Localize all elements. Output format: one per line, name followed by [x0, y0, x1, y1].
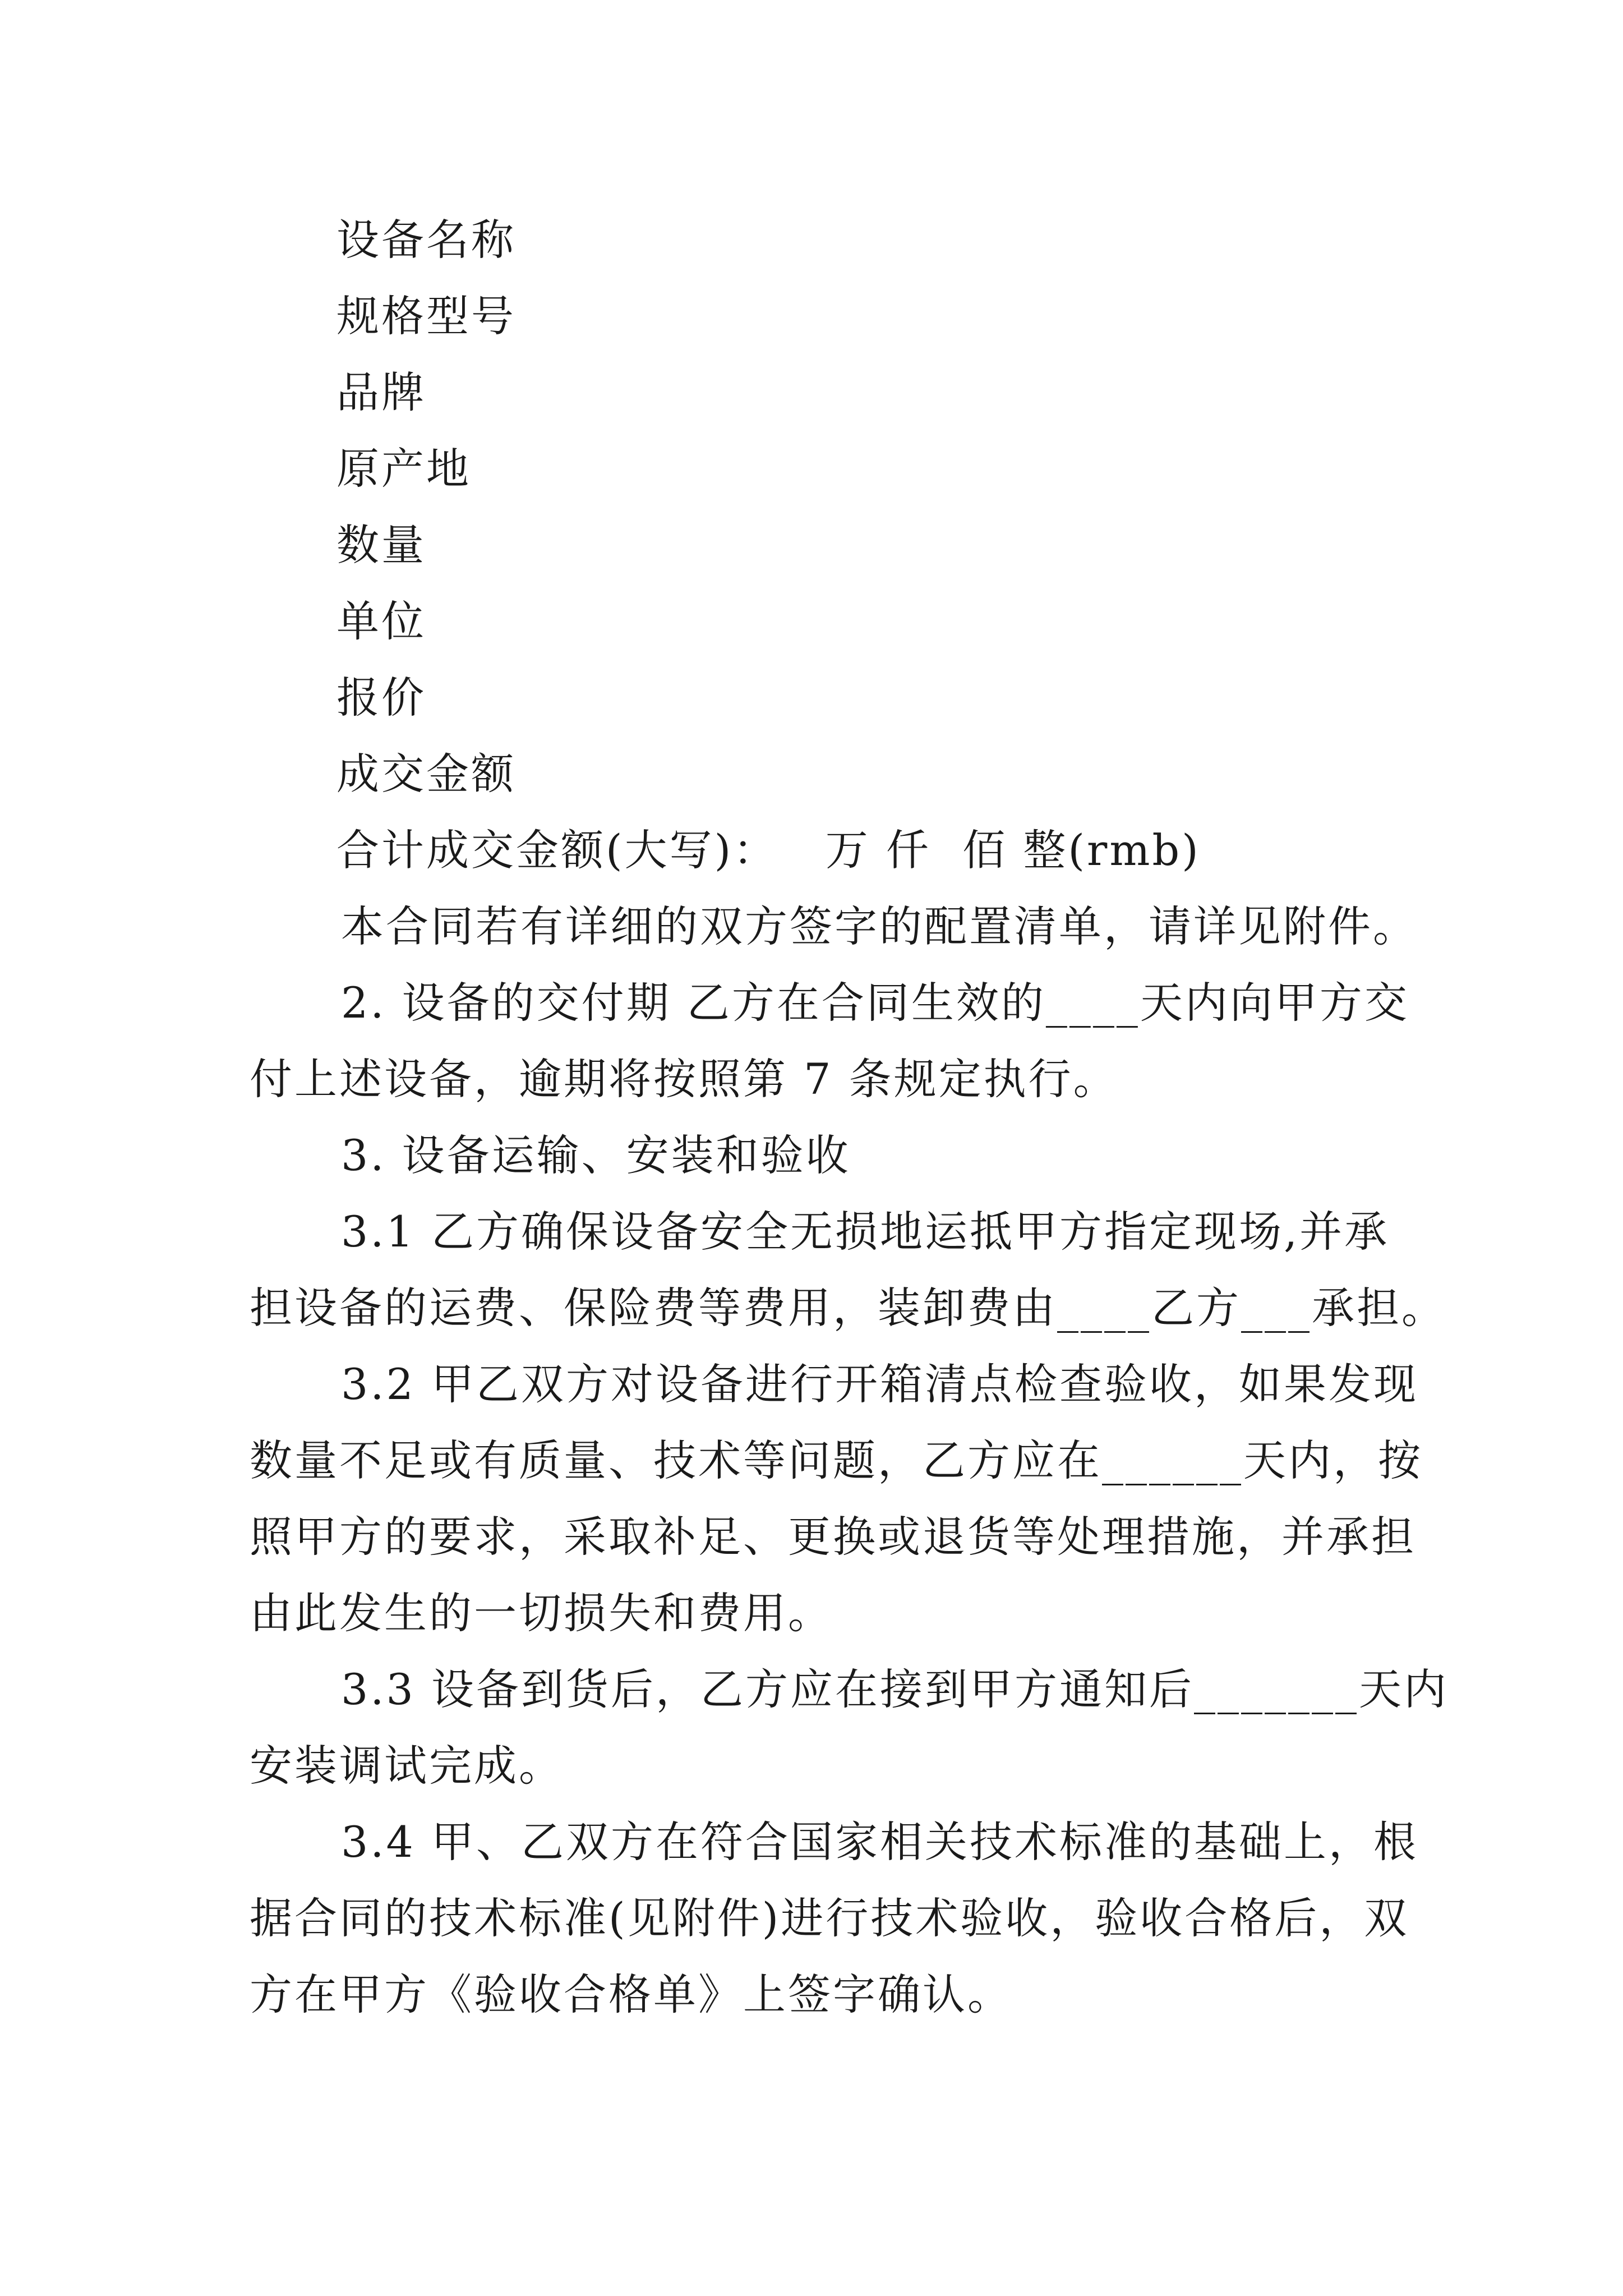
label-equipment-name: 设备名称 [336, 215, 516, 265]
section-3-2-line-3: 照甲方的要求，采取补足、更换或退货等处理措施，并承担 [250, 1512, 1416, 1562]
section-3-4-line-1: 3.4 甲、乙双方在符合国家相关技术标准的基础上，根 [341, 1817, 1419, 1867]
label-quote: 报价 [336, 673, 426, 723]
section-2-line-1: 2. 设备的交付期 乙方在合同生效的____天内向甲方交 [341, 978, 1409, 1028]
label-unit: 单位 [336, 596, 426, 646]
label-brand: 品牌 [336, 367, 426, 417]
section-3-2-line-1: 3.2 甲乙双方对设备进行开箱清点检查验收，如果发现 [341, 1359, 1419, 1409]
section-3-2-line-2: 数量不足或有质量、技术等问题，乙方应在______天内，按 [250, 1435, 1423, 1485]
section-3-1-line-1: 3.1 乙方确保设备安全无损地运抵甲方指定现场,并承 [341, 1207, 1390, 1257]
label-quantity: 数量 [336, 520, 426, 570]
label-spec-model: 规格型号 [336, 291, 516, 341]
attachment-note: 本合同若有详细的双方签字的配置清单，请详见附件。 [341, 901, 1418, 951]
label-origin: 原产地 [336, 444, 471, 494]
section-3-2-line-4: 由此发生的一切损失和费用。 [250, 1588, 833, 1638]
section-2-line-2: 付上述设备，逾期将按照第 7 条规定执行。 [250, 1054, 1118, 1104]
section-3-4-line-3: 方在甲方《验收合格单》上签字确认。 [250, 1970, 1012, 2019]
section-3-3-line-1: 3.3 设备到货后，乙方应在接到甲方通知后_______天内 [341, 1664, 1449, 1714]
section-3-title: 3. 设备运输、安装和验收 [341, 1130, 851, 1180]
section-3-4-line-2: 据合同的技术标准(见附件)进行技术验收，验收合格后，双 [250, 1893, 1409, 1943]
section-3-3-line-2: 安装调试完成。 [250, 1741, 564, 1791]
total-amount-line: 合计成交金额(大写)： 万 仟 佰 整(rmb) [336, 825, 1201, 875]
section-3-1-line-2: 担设备的运费、保险费等费用，装卸费由____乙方___承担。 [250, 1283, 1446, 1333]
label-deal-amount: 成交金额 [336, 749, 516, 799]
